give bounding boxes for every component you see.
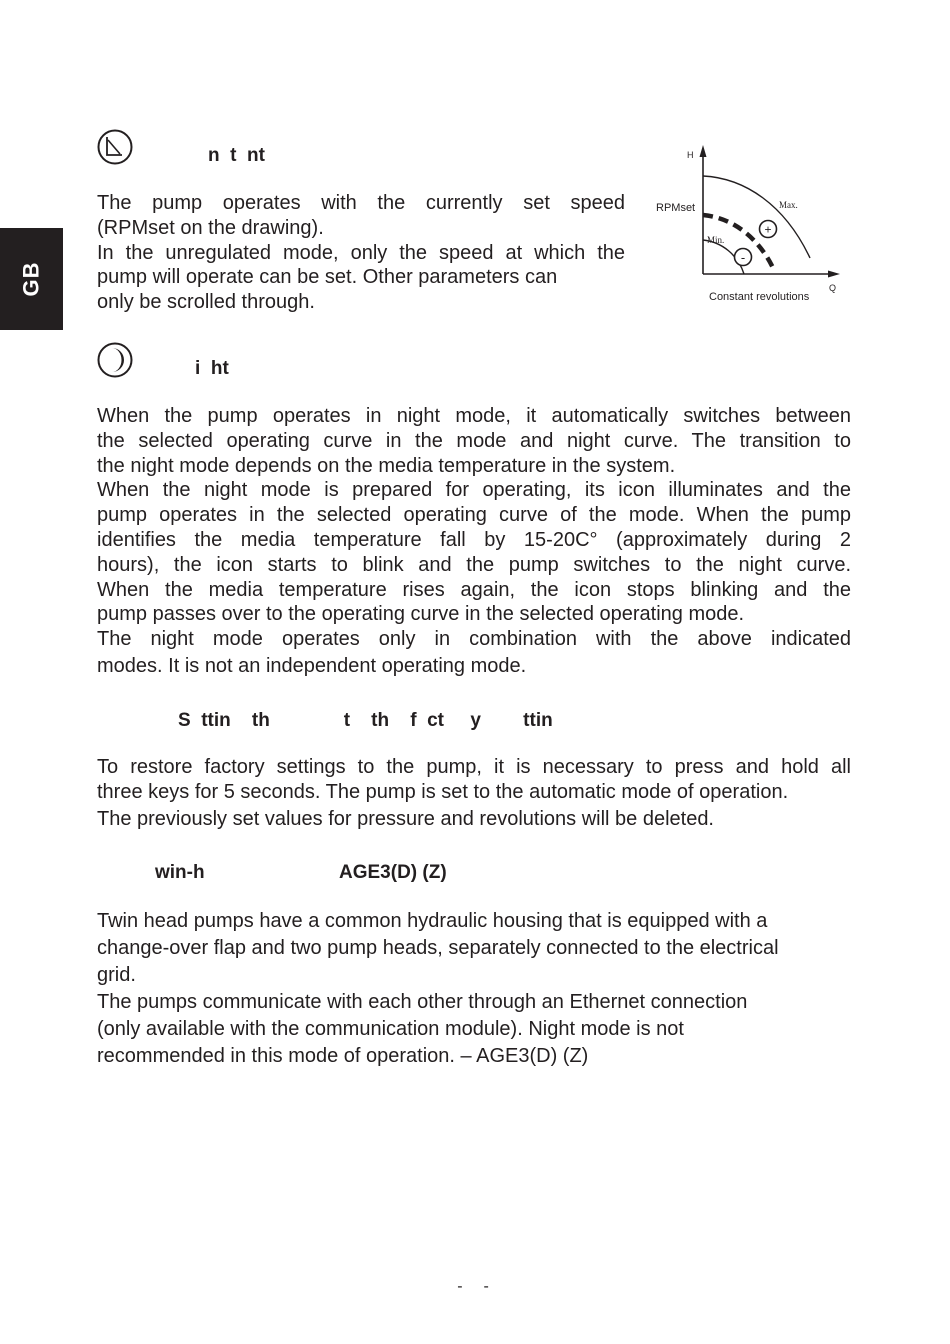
q-axis-label: Q (829, 283, 837, 293)
max-label: Max. (779, 200, 798, 210)
text-line: identifies the media temperature fall by 15-20C° (approximately during 2 (97, 528, 851, 551)
factory-settings-description (97, 755, 851, 831)
constant-mode-heading: n t nt (208, 145, 265, 166)
language-tab-gb (0, 228, 63, 330)
text-line: When the media temperature rises again, the icon stops blinking and the (97, 578, 851, 601)
text-line: change-over flap and two pump heads, separately connected to the electrical (97, 937, 779, 959)
h-axis-label: H (687, 150, 694, 160)
text-line: recommended in this mode of operation. – AGE3(D) (Z) (97, 1045, 589, 1067)
text-line: grid. (97, 964, 136, 986)
text-line: the night mode depends on the media temperature in the system. (97, 454, 676, 477)
text-line: three keys for 5 seconds. The pump is set to the automatic mode of operation. (97, 780, 789, 803)
language-tab-label: GB (18, 261, 44, 297)
text-line: only be scrolled through. (97, 291, 315, 314)
h-axis-arrow (700, 145, 707, 157)
text-line: When the night mode is prepared for operating, its icon illuminates and the (97, 479, 851, 502)
constant-revolutions-diagram (650, 140, 850, 310)
text-line: pump operates in the selected operating curve of the mode. When the pump (97, 504, 851, 527)
text-line: modes. It is not an independent operating mode. (97, 654, 527, 677)
text-line: To restore factory settings to the pump, it is necessary to press and hold all (97, 756, 851, 778)
page-number: - - (457, 1278, 493, 1295)
text-line: Twin head pumps have a common hydraulic housing that is equipped with a (97, 910, 768, 932)
rpmset-label: RPMset (656, 202, 696, 214)
text-line: The night mode operates only in combination with the above indicated (97, 628, 851, 651)
twin-head-heading: win-h (155, 862, 205, 883)
factory-settings-heading: S ttin th t th f ct y ttin (178, 710, 553, 731)
constant-revolutions-icon (96, 128, 134, 166)
text-line: (only available with the communication module). Night mode is not (97, 1018, 684, 1040)
min-label: Min. (707, 235, 725, 245)
plus-label: + (764, 222, 772, 237)
q-axis-arrow (828, 271, 840, 278)
text-line: hours), the icon starts to blink and the pump switches to the night curve. (97, 553, 851, 576)
text-line: The previously set values for pressure and revolutions will be deleted. (97, 807, 714, 830)
text-line: the selected operating curve in the mode and night curve. The transition to (97, 429, 851, 452)
night-mode-heading: i ht (195, 358, 229, 379)
max-curve (703, 176, 810, 258)
text-line: pump passes over to the operating curve in the selected operating mode. (97, 603, 745, 626)
text-line: When the pump operates in night mode, it automatically switches between (97, 405, 851, 427)
twin-head-description (97, 908, 877, 1070)
diagram-caption: Constant revolutions (709, 291, 810, 303)
text-line: The pumps communicate with each other through an Ethernet connection (97, 991, 748, 1013)
constant-mode-description (97, 191, 625, 315)
text-line: (RPMset on the drawing). (97, 216, 324, 239)
night-mode-moon-icon (96, 341, 134, 379)
minus-label: - (740, 250, 746, 265)
text-line: In the unregulated mode, only the speed at which the (97, 241, 625, 264)
twin-head-model-heading: AGE3(D) (Z) (339, 862, 447, 883)
text-line: The pump operates with the currently set speed (97, 192, 625, 214)
text-line: pump will operate can be set. Other parameters can (97, 266, 558, 289)
night-mode-description (97, 404, 851, 679)
